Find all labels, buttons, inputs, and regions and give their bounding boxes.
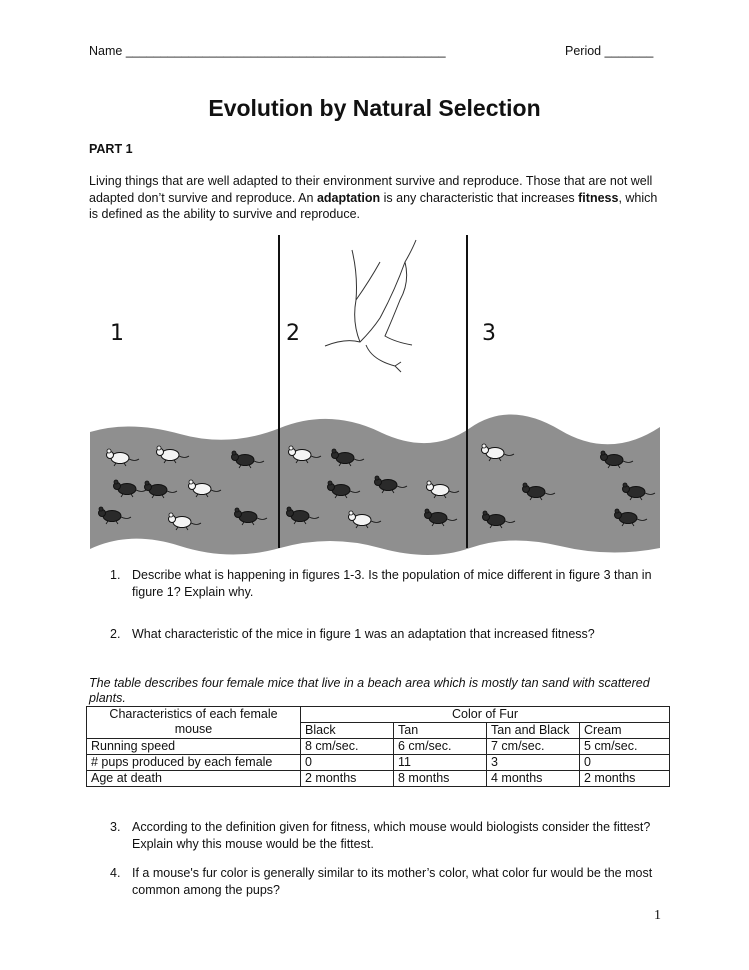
table-cell: 7 cm/sec. <box>487 739 580 755</box>
question-number: 3. <box>110 820 121 834</box>
page-number: 1 <box>654 908 661 923</box>
table-row <box>87 771 670 787</box>
table-cell: 11 <box>394 755 487 771</box>
name-line: ______________________________________________ <box>125 44 446 58</box>
question-3 <box>110 819 670 852</box>
row-label: Age at death <box>87 771 301 787</box>
row-label: # pups produced by each female <box>87 755 301 771</box>
table-cell: 3 <box>487 755 580 771</box>
question-1 <box>110 567 670 600</box>
table-cell: 0 <box>580 755 670 771</box>
question-text: If a mouse's fur color is generally similar to its mother’s color, what color fur would be the most common among the pups? <box>132 866 653 897</box>
fur-color-table <box>86 706 670 787</box>
ground-area <box>90 414 660 555</box>
part-label: PART 1 <box>89 142 133 156</box>
hawk-icon <box>325 240 416 372</box>
table-intro: The table describes four female mice that live in a beach area which is mostly tan sand with scattered plants. <box>89 676 650 705</box>
table-cell: 0 <box>301 755 394 771</box>
page-title: Evolution by Natural Selection <box>208 95 541 121</box>
question-text: According to the definition given for fitness, which mouse would biologists consider the fittest? Explain why this mouse would be the fittest. <box>132 820 651 851</box>
intro-text-1: Living things that are well adapted to their environment survive and reproduce. Those that are not well adapted don’t survive and reproduce. An <box>89 174 653 205</box>
intro-text-3: , which is defined as the ability to survive and reproduce. <box>89 190 658 221</box>
panel-label: 3 <box>482 321 496 346</box>
period-label: Period <box>565 44 602 58</box>
question-text: Describe what is happening in figures 1-3. Is the population of mice different in figure 3 than in figure 1? Explain why. <box>132 568 652 599</box>
table-cell: 6 cm/sec. <box>394 739 487 755</box>
question-2 <box>110 626 670 643</box>
table-cell: 2 months <box>301 771 394 787</box>
table-cell: 4 months <box>487 771 580 787</box>
question-number: 1. <box>110 568 121 582</box>
column-header: Cream <box>580 723 670 739</box>
column-header: Tan <box>394 723 487 739</box>
table-cell: 2 months <box>580 771 670 787</box>
table-cell: 5 cm/sec. <box>580 739 670 755</box>
panel-label: 2 <box>286 321 300 346</box>
intro-text-2: is any characteristic that increases <box>380 190 579 205</box>
table-cell: 8 cm/sec. <box>301 739 394 755</box>
corner-header: Characteristics of each female mouse <box>87 707 301 739</box>
group-header: Color of Fur <box>301 707 670 723</box>
term-fitness: fitness <box>578 190 619 205</box>
table-cell: 8 months <box>394 771 487 787</box>
panel-label: 1 <box>110 321 124 346</box>
row-label: Running speed <box>87 739 301 755</box>
term-adaptation: adaptation <box>316 190 381 205</box>
table-row <box>87 739 670 755</box>
question-number: 4. <box>110 866 121 880</box>
period-line: _______ <box>604 44 654 58</box>
column-header: Black <box>301 723 394 739</box>
column-header: Tan and Black <box>487 723 580 739</box>
question-number: 2. <box>110 627 121 641</box>
question-4 <box>110 865 670 898</box>
table-row <box>87 755 670 771</box>
name-label: Name <box>89 44 123 58</box>
question-text: What characteristic of the mice in figure 1 was an adaptation that increased fitness? <box>132 627 595 641</box>
